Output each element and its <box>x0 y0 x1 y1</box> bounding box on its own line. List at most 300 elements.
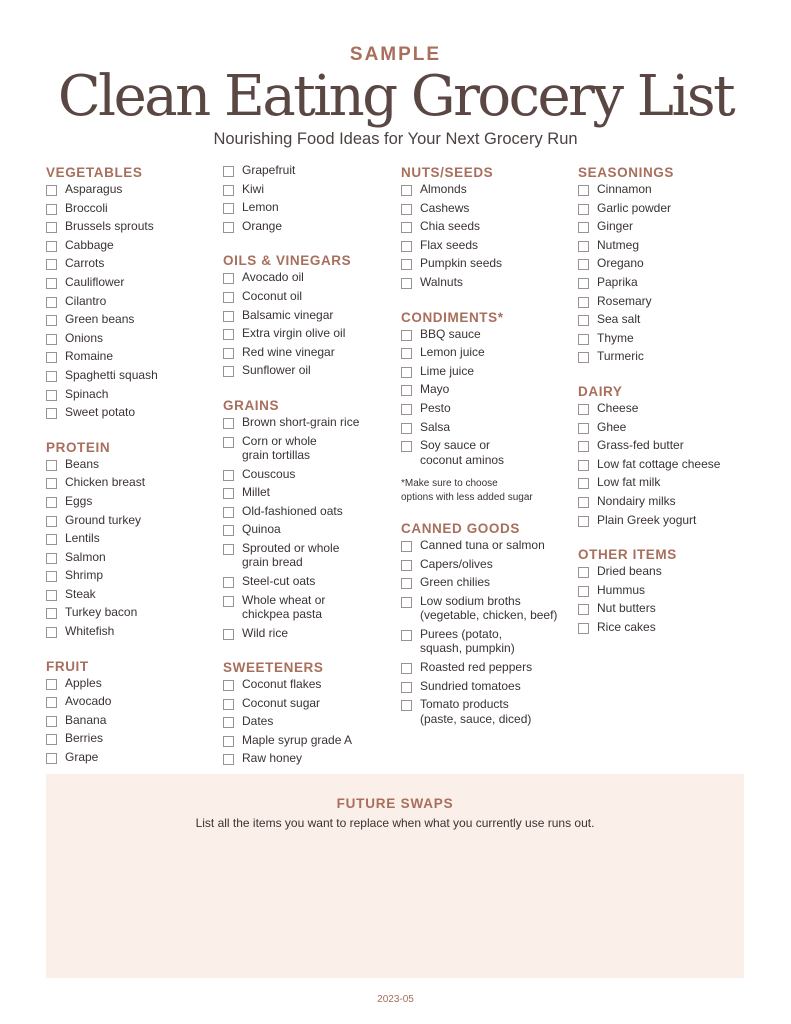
item-checkbox[interactable] <box>223 717 234 728</box>
item-checkbox[interactable] <box>578 334 589 345</box>
item-checkbox[interactable] <box>46 590 57 601</box>
section-title: DAIRY <box>578 383 623 399</box>
item-checkbox[interactable] <box>46 334 57 345</box>
item-label: Millet <box>242 485 271 500</box>
list-item <box>46 713 224 732</box>
list-item <box>46 605 224 624</box>
item-checkbox[interactable] <box>401 663 412 674</box>
item-label: Apples <box>65 675 102 690</box>
list-item <box>401 679 579 698</box>
item-checkbox[interactable] <box>223 699 234 710</box>
item-checkbox[interactable] <box>401 348 412 359</box>
list-item <box>46 256 224 275</box>
item-label: Broccoli <box>65 200 108 215</box>
list-item <box>223 289 401 308</box>
list-item <box>401 438 579 471</box>
item-checkbox[interactable] <box>401 330 412 341</box>
item-label: Maple syrup grade A <box>242 732 353 747</box>
item-checkbox[interactable] <box>401 560 412 571</box>
item-checkbox[interactable] <box>223 166 234 177</box>
item-checkbox[interactable] <box>578 441 589 452</box>
item-checkbox[interactable] <box>578 404 589 415</box>
item-checkbox[interactable] <box>223 596 234 607</box>
item-label: Sea salt <box>597 312 641 327</box>
item-checkbox[interactable] <box>578 315 589 326</box>
item-checkbox[interactable] <box>401 682 412 693</box>
item-checkbox[interactable] <box>223 329 234 340</box>
item-checkbox[interactable] <box>223 292 234 303</box>
list-item <box>223 270 401 289</box>
list-item <box>578 513 756 532</box>
sample-kicker: SAMPLE <box>349 44 442 65</box>
future-swaps-panel[interactable] <box>46 774 744 978</box>
item-checkbox[interactable] <box>578 478 589 489</box>
item-checkbox[interactable] <box>46 460 57 471</box>
item-checkbox[interactable] <box>223 311 234 322</box>
list-item <box>401 538 579 557</box>
item-checkbox[interactable] <box>46 697 57 708</box>
item-label: Paprika <box>597 274 638 289</box>
item-label: Chicken breast <box>65 475 146 490</box>
item-label: Mayo <box>420 382 450 397</box>
item-label: Green beans <box>65 312 135 327</box>
item-checkbox[interactable] <box>401 367 412 378</box>
grocery-section <box>46 163 224 424</box>
item-checkbox[interactable] <box>46 478 57 489</box>
item-label: Cauliflower <box>65 274 125 289</box>
grocery-section <box>401 308 579 506</box>
item-label: Cashews <box>420 200 470 215</box>
item-label: Steel-cut oats <box>242 573 316 588</box>
item-checkbox[interactable] <box>578 567 589 578</box>
list-item <box>46 568 224 587</box>
grocery-column-3 <box>401 163 579 744</box>
grocery-section <box>46 657 224 769</box>
item-label: Shrimp <box>65 568 104 583</box>
item-checkbox[interactable] <box>578 278 589 289</box>
item-label: Wild rice <box>242 625 289 640</box>
item-checkbox[interactable] <box>46 553 57 564</box>
item-checkbox[interactable] <box>46 259 57 270</box>
item-label: Canned tuna or salmon <box>420 538 545 553</box>
list-item <box>46 676 224 695</box>
item-checkbox[interactable] <box>401 630 412 641</box>
item-checkbox[interactable] <box>223 629 234 640</box>
list-item <box>223 677 401 696</box>
item-label: Eggs <box>65 493 93 508</box>
item-label: Cinnamon <box>597 182 652 196</box>
item-label: Purees (potato, squash, pumpkin) <box>420 626 515 656</box>
item-checkbox[interactable] <box>46 352 57 363</box>
item-checkbox[interactable] <box>46 371 57 382</box>
item-checkbox[interactable] <box>223 488 234 499</box>
list-item <box>223 434 401 467</box>
item-label: Cheese <box>597 400 639 415</box>
item-checkbox[interactable] <box>223 680 234 691</box>
item-checkbox[interactable] <box>46 185 57 196</box>
item-label: Grapefruit <box>242 163 296 177</box>
list-item <box>46 275 224 294</box>
list-item <box>46 405 224 424</box>
item-checkbox[interactable] <box>401 385 412 396</box>
list-item <box>578 256 756 275</box>
item-label: Raw honey <box>242 751 303 766</box>
list-item <box>46 387 224 406</box>
item-checkbox[interactable] <box>46 408 57 419</box>
section-title: VEGETABLES <box>46 165 143 180</box>
item-label: Chia seeds <box>420 219 481 234</box>
item-checkbox[interactable] <box>46 734 57 745</box>
item-label: Brussels sprouts <box>65 219 154 234</box>
item-label: Oregano <box>597 256 644 271</box>
list-item <box>578 401 756 420</box>
item-label: Red wine vinegar <box>242 344 335 359</box>
list-item <box>578 494 756 513</box>
item-label: Rice cakes <box>597 619 656 634</box>
item-label: Nut butters <box>597 601 656 616</box>
item-label: Almonds <box>420 182 467 196</box>
list-item <box>223 326 401 345</box>
item-label: Nutmeg <box>597 237 640 252</box>
item-label: Dates <box>242 714 274 729</box>
list-item <box>401 382 579 401</box>
grocery-column-4 <box>578 163 756 652</box>
grocery-section <box>578 382 756 531</box>
item-checkbox[interactable] <box>401 700 412 711</box>
item-checkbox[interactable] <box>401 597 412 608</box>
list-item <box>223 733 401 752</box>
list-item <box>46 531 224 550</box>
footer-date: 2023-05 <box>377 994 414 1005</box>
list-item <box>46 182 224 201</box>
item-label: Lentils <box>65 531 100 546</box>
item-label: Onions <box>65 330 104 345</box>
page-title: Clean Eating Grocery List <box>57 64 734 129</box>
section-title: OILS & VINEGARS <box>223 253 352 269</box>
item-checkbox[interactable] <box>223 273 234 284</box>
item-checkbox[interactable] <box>578 259 589 270</box>
section-title: PROTEIN <box>46 439 111 455</box>
list-item <box>401 219 579 238</box>
list-item <box>46 513 224 532</box>
item-checkbox[interactable] <box>578 586 589 597</box>
grocery-section <box>223 163 401 237</box>
list-item <box>46 694 224 713</box>
item-checkbox[interactable] <box>46 571 57 582</box>
item-label: Avocado <box>65 694 112 709</box>
grocery-section <box>578 545 756 638</box>
item-checkbox[interactable] <box>46 497 57 508</box>
list-item <box>223 522 401 541</box>
item-checkbox[interactable] <box>223 185 234 196</box>
item-checkbox[interactable] <box>578 352 589 363</box>
item-label: Green chilies <box>420 575 491 590</box>
item-checkbox[interactable] <box>46 297 57 308</box>
section-title: CANNED GOODS <box>401 521 520 537</box>
list-item <box>46 587 224 606</box>
item-label: Berries <box>65 731 104 746</box>
list-item <box>46 331 224 350</box>
list-item <box>401 401 579 420</box>
item-label: Low fat cottage cheese <box>597 456 721 471</box>
list-item <box>223 345 401 364</box>
item-label: Capers/olives <box>420 556 493 571</box>
item-label: Balsamic vinegar <box>242 307 334 322</box>
list-item <box>401 364 579 383</box>
grocery-section <box>223 396 401 644</box>
item-checkbox[interactable] <box>46 222 57 233</box>
grocery-section <box>401 519 579 730</box>
item-checkbox[interactable] <box>578 204 589 215</box>
list-item <box>578 201 756 220</box>
list-item <box>223 219 401 238</box>
item-label: Sprouted or whole grain bread <box>242 540 340 570</box>
item-checkbox[interactable] <box>223 470 234 481</box>
list-item <box>223 163 401 182</box>
item-label: Brown short-grain rice <box>242 414 360 429</box>
list-item <box>46 475 224 494</box>
item-checkbox[interactable] <box>46 534 57 545</box>
item-label: Thyme <box>597 330 634 345</box>
list-item <box>46 731 224 750</box>
list-item <box>46 368 224 387</box>
list-item <box>578 620 756 639</box>
list-item <box>578 349 756 368</box>
list-item <box>401 182 579 201</box>
section-title: SWEETENERS <box>223 660 324 676</box>
list-item <box>401 575 579 594</box>
item-checkbox[interactable] <box>401 441 412 452</box>
item-label: Cilantro <box>65 293 107 308</box>
list-item <box>401 238 579 257</box>
list-item <box>223 714 401 733</box>
list-item <box>46 624 224 643</box>
item-label: Orange <box>242 218 283 233</box>
list-item <box>223 485 401 504</box>
list-item <box>401 627 579 660</box>
item-checkbox[interactable] <box>223 577 234 588</box>
list-item <box>223 200 401 219</box>
item-label: Cabbage <box>65 237 114 252</box>
grocery-section <box>223 251 401 382</box>
item-label: Low sodium broths (vegetable, chicken, beef) <box>420 593 558 623</box>
item-checkbox[interactable] <box>223 507 234 518</box>
item-label: Ginger <box>597 219 634 234</box>
list-item <box>46 201 224 220</box>
list-item <box>223 308 401 327</box>
item-checkbox[interactable] <box>578 604 589 615</box>
list-item <box>223 696 401 715</box>
item-checkbox[interactable] <box>578 460 589 471</box>
item-label: Beans <box>65 456 100 471</box>
item-label: Walnuts <box>420 274 463 289</box>
item-label: Sunflower oil <box>242 363 311 378</box>
item-label: Hummus <box>597 582 646 597</box>
grocery-section <box>401 163 579 294</box>
list-item <box>401 201 579 220</box>
item-checkbox[interactable] <box>46 679 57 690</box>
item-label: Ground turkey <box>65 512 142 527</box>
list-item <box>223 415 401 434</box>
item-label: Couscous <box>242 466 296 481</box>
item-checkbox[interactable] <box>223 437 234 448</box>
section-title: SEASONINGS <box>578 165 675 180</box>
item-checkbox[interactable] <box>578 623 589 634</box>
item-label: Grape <box>65 750 99 765</box>
list-item <box>223 574 401 593</box>
list-item <box>578 219 756 238</box>
item-label: Turmeric <box>597 349 644 364</box>
item-checkbox[interactable] <box>578 185 589 196</box>
item-checkbox[interactable] <box>401 578 412 589</box>
item-checkbox[interactable] <box>578 222 589 233</box>
grocery-column-1 <box>46 163 224 783</box>
item-label: Nondairy milks <box>597 493 676 508</box>
item-label: Coconut sugar <box>242 695 321 710</box>
section-title: CONDIMENTS* <box>401 309 504 325</box>
item-checkbox[interactable] <box>401 278 412 289</box>
item-label: Lemon juice <box>420 345 485 360</box>
item-label: Sweet potato <box>65 405 136 420</box>
item-checkbox[interactable] <box>223 754 234 765</box>
list-item <box>401 594 579 627</box>
grocery-column-2 <box>223 163 401 784</box>
list-item <box>401 697 579 730</box>
grocery-section <box>578 163 756 368</box>
list-item <box>578 312 756 331</box>
item-label: Lime juice <box>420 363 475 378</box>
item-label: Carrots <box>65 256 105 271</box>
item-checkbox[interactable] <box>578 497 589 508</box>
list-item <box>401 275 579 294</box>
list-item <box>223 593 401 626</box>
item-checkbox[interactable] <box>46 516 57 527</box>
list-item <box>46 550 224 569</box>
item-label: Dried beans <box>597 564 662 579</box>
list-item <box>46 349 224 368</box>
grocery-section <box>223 658 401 770</box>
item-checkbox[interactable] <box>401 423 412 434</box>
item-checkbox[interactable] <box>223 203 234 214</box>
item-checkbox[interactable] <box>578 241 589 252</box>
item-checkbox[interactable] <box>46 390 57 401</box>
list-item <box>46 219 224 238</box>
list-item <box>46 294 224 313</box>
item-checkbox[interactable] <box>46 753 57 764</box>
item-label: Coconut oil <box>242 288 303 303</box>
section-title: GRAINS <box>223 397 280 413</box>
item-label: Coconut flakes <box>242 677 322 692</box>
section-note: *Make sure to choose options with less added sugar <box>401 478 533 504</box>
list-item <box>46 750 224 769</box>
list-item <box>223 467 401 486</box>
item-label: Low fat milk <box>597 475 661 490</box>
list-item <box>578 583 756 602</box>
item-checkbox[interactable] <box>401 204 412 215</box>
item-label: Avocado oil <box>242 270 304 285</box>
item-label: Whitefish <box>65 624 115 639</box>
item-label: Soy sauce or coconut aminos <box>420 438 505 467</box>
item-checkbox[interactable] <box>578 516 589 527</box>
item-label: Grass-fed butter <box>597 438 684 453</box>
item-label: Corn or whole grain tortillas <box>242 433 317 463</box>
item-checkbox[interactable] <box>401 185 412 196</box>
list-item <box>401 256 579 275</box>
item-checkbox[interactable] <box>223 348 234 359</box>
list-item <box>401 557 579 576</box>
item-checkbox[interactable] <box>578 297 589 308</box>
item-checkbox[interactable] <box>223 525 234 536</box>
item-label: Roasted red peppers <box>420 659 533 674</box>
item-checkbox[interactable] <box>46 608 57 619</box>
item-label: Plain Greek yogurt <box>597 512 697 527</box>
item-label: Ghee <box>597 419 627 434</box>
list-item <box>223 363 401 382</box>
item-checkbox[interactable] <box>223 544 234 555</box>
item-label: Turkey bacon <box>65 605 138 620</box>
item-checkbox[interactable] <box>46 627 57 638</box>
item-label: Salmon <box>65 549 106 564</box>
item-checkbox[interactable] <box>401 241 412 252</box>
future-swaps-description: List all the items you want to replace when what you currently use runs out. <box>195 816 595 830</box>
item-label: Kiwi <box>242 181 265 196</box>
list-item <box>223 182 401 201</box>
item-checkbox[interactable] <box>401 404 412 415</box>
item-label: Garlic powder <box>597 200 672 215</box>
list-item <box>401 327 579 346</box>
item-checkbox[interactable] <box>401 259 412 270</box>
item-label: Pumpkin seeds <box>420 256 503 271</box>
list-item <box>578 294 756 313</box>
item-checkbox[interactable] <box>46 278 57 289</box>
item-label: Asparagus <box>65 182 123 196</box>
item-label: Rosemary <box>597 293 652 308</box>
item-checkbox[interactable] <box>401 541 412 552</box>
item-checkbox[interactable] <box>46 204 57 215</box>
future-swaps-title: FUTURE SWAPS <box>336 796 454 811</box>
item-label: Tomato products (paste, sauce, diced) <box>420 697 532 726</box>
list-item <box>578 438 756 457</box>
item-checkbox[interactable] <box>46 315 57 326</box>
item-checkbox[interactable] <box>223 736 234 747</box>
item-label: Extra virgin olive oil <box>242 326 346 341</box>
list-item <box>578 275 756 294</box>
item-label: BBQ sauce <box>420 326 481 341</box>
section-title: FRUIT <box>46 658 89 674</box>
list-item <box>578 457 756 476</box>
list-item <box>46 494 224 513</box>
item-checkbox[interactable] <box>223 366 234 377</box>
list-item <box>46 238 224 257</box>
item-checkbox[interactable] <box>401 222 412 233</box>
item-label: Spinach <box>65 386 109 401</box>
item-label: Salsa <box>420 419 451 434</box>
list-item <box>578 475 756 494</box>
grocery-section <box>46 438 224 643</box>
item-checkbox[interactable] <box>46 716 57 727</box>
item-checkbox[interactable] <box>46 241 57 252</box>
list-item <box>578 420 756 439</box>
list-item <box>578 238 756 257</box>
list-item <box>223 626 401 645</box>
list-item <box>46 457 224 476</box>
item-label: Whole wheat or chickpea pasta <box>242 592 326 621</box>
item-label: Flax seeds <box>420 237 479 252</box>
item-checkbox[interactable] <box>223 222 234 233</box>
item-label: Sundried tomatoes <box>420 678 521 693</box>
item-checkbox[interactable] <box>578 423 589 434</box>
item-checkbox[interactable] <box>223 418 234 429</box>
